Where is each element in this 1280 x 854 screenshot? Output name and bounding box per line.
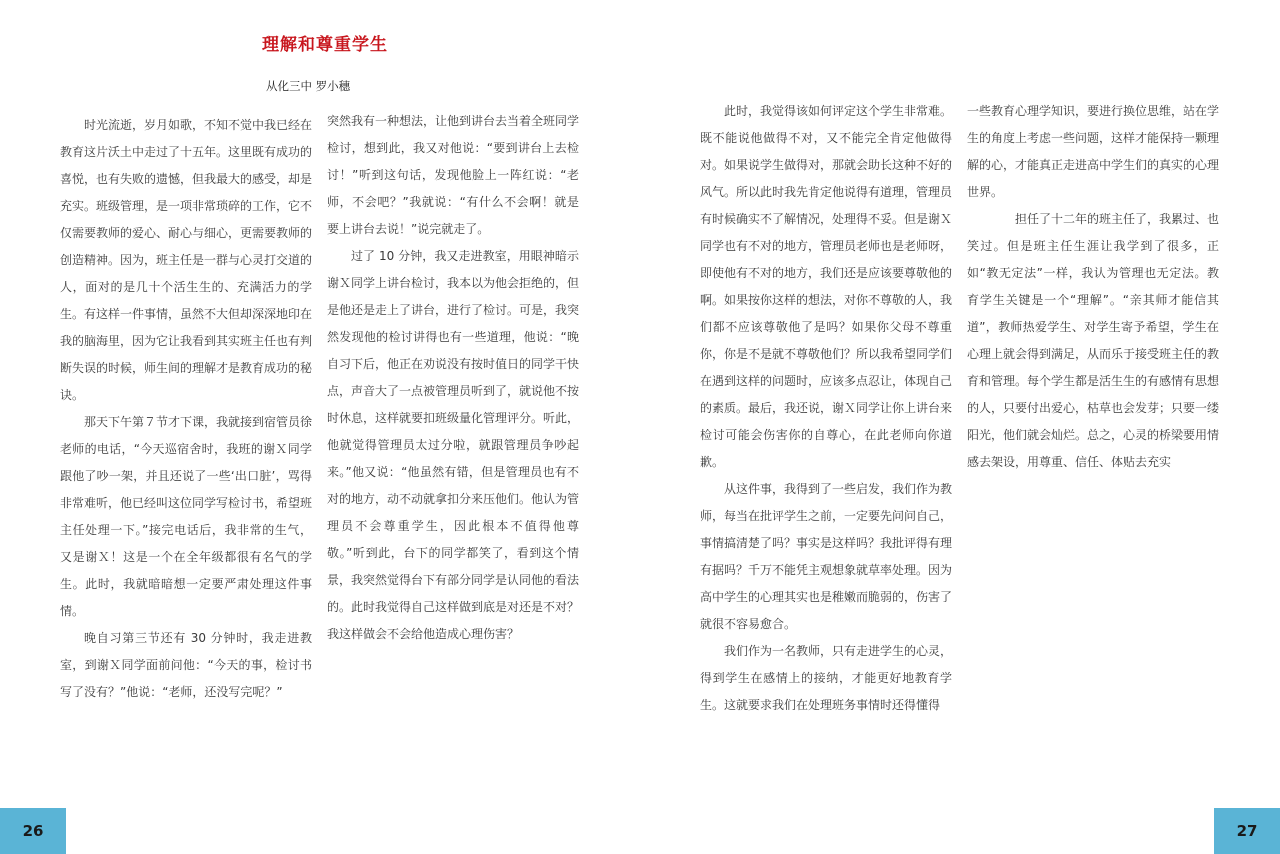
text-column-3: [700, 98, 952, 719]
text-column-1: [60, 112, 312, 706]
paragraph: 一些教育心理学知识，要进行换位思维，站在学生的角度上考虑一些问题，这样才能保持一颗理解的心，才能真正走进高中学生们的真实的心理世界。: [967, 104, 1220, 199]
paragraph: 我们作为一名教师，只有走进学生的心灵，得到学生在感情上的接纳，才能更好地教育学生。这就要求我们在处理班务事情时还得懂得: [700, 644, 953, 712]
paragraph: 时光流逝，岁月如歌，不知不觉中我已经在教育这片沃土中走过了十五年。这里既有成功的喜悦，也有失败的遗憾，但我最大的感受，却是充实。班级管理，是一项非常琐碎的工作，它不仅需要教师的爱心、耐心与细心，更需要教师的创造精神。因为，班主任是一群与心灵打交道的人，面对的是几十个活生生的、充满活力的学生。有这样一件事情，虽然不大但却深深地印在我的脑海里，因为它让我看到其实班主任也有判断失误的时候，师生间的理解才是教育成功的秘诀。: [60, 118, 313, 402]
right-page: [640, 0, 1280, 854]
text-column-2: [327, 108, 579, 648]
text-column-4: [967, 98, 1219, 476]
paragraph: 过了 10 分钟，我又走进教室，用眼神暗示谢Ｘ同学上讲台检讨，我本以为他会拒绝的，但是他还是走上了讲台，进行了检讨。可是，我突然发现他的检讨讲得也有一些道理，他说：“晚自习下后，他正在劝说没有按时值日的同学干快点，声音大了一点被管理员听到了，就说他不按时休息，这样就要扣班级量化管理评分。听此，他就觉得管理员太过分啦，就跟管理员争吵起来。”他又说：“他虽然有错，但是管理员也有不对的地方，动不动就拿扣分来压他们。他认为管理员不会尊重学生，因此根本不值得他尊敬。”听到此，台下的同学都笑了，看到这个情景，我突然觉得台下有部分同学是认同他的看法的。此时我觉得自己这样做到底是对还是不对？我这样做会不会给他造成心理伤害？: [327, 249, 580, 641]
article-title: 理解和尊重学生: [262, 35, 388, 55]
paragraph: 从这件事，我得到了一些启发，我们作为教师，每当在批评学生之前，一定要先问问自己，事情搞清楚了吗？事实是这样吗？我批评得有理有据吗？千万不能凭主观想象就草率处理。因为高中学生的心理其实也是稚嫩而脆弱的，伤害了就很不容易愈合。: [700, 482, 953, 631]
paragraph: 突然我有一种想法，让他到讲台去当着全班同学检讨，想到此，我又对他说：“要到讲台上去检讨！”听到这句话，发现他脸上一阵红说：“老师，不会吧？”我就说：“有什么不会啊！就是要上讲台去说！”说完就走了。: [327, 114, 580, 236]
page-number-left: 26: [0, 808, 66, 854]
paragraph: 担任了十二年的班主任了，我累过、也笑过。但是班主任生涯让我学到了很多，正如“教无定法”一样，我认为管理也无定法。教育学生关键是一个“理解”。“亲其师才能信其道”，教师热爱学生、对学生寄予希望，学生在心理上就会得到满足，从而乐于接受班主任的教育和管理。每个学生都是活生生的有感情有思想的人，只要付出爱心，枯草也会发芽；只要一缕阳光，他们就会灿烂。总之，心灵的桥梁要用情感去架设，用尊重、信任、体贴去充实: [967, 212, 1220, 469]
paragraph: 此时，我觉得该如何评定这个学生非常难。既不能说他做得不对，又不能完全肯定他做得对。如果说学生做得对，那就会助长这种不好的风气。所以此时我先肯定他说得有道理，管理员有时候确实不了解情况，处理得不妥。但是谢Ｘ同学也有不对的地方，管理员老师也是老师呀，即使他有不对的地方，我们还是应该要尊敬他的啊。如果按你这样的想法，对你不尊敬的人，我们都不应该尊敬他了是吗？如果你父母不尊重你，你是不是就不尊敬他们？所以我希望同学们在遇到这样的问题时，应该多点忍让，体现自己的素质。最后，我还说，谢Ｘ同学让你上讲台来检讨可能会伤害你的自尊心，在此老师向你道歉。: [700, 104, 953, 469]
article-author: 从化三中 罗小穗: [266, 79, 351, 93]
paragraph: 晚自习第三节还有 30 分钟时，我走进教室，到谢Ｘ同学面前问他：“今天的事，检讨书写了没有？”他说：“老师，还没写完呢？”: [60, 631, 312, 699]
page-number-right: 27: [1214, 808, 1280, 854]
paragraph: 那天下午第７节才下课，我就接到宿管员徐老师的电话，“今天巡宿舍时，我班的谢Ｘ同学跟他了吵一架，并且还说了一些‘出口脏’，骂得非常难听，他已经叫这位同学写检讨书，希望班主任处理一下。”接完电话后，我非常的生气，又是谢Ｘ！这是一个在全年级都很有名气的学生。此时，我就暗暗想一定要严肃处理这件事情。: [60, 415, 313, 618]
